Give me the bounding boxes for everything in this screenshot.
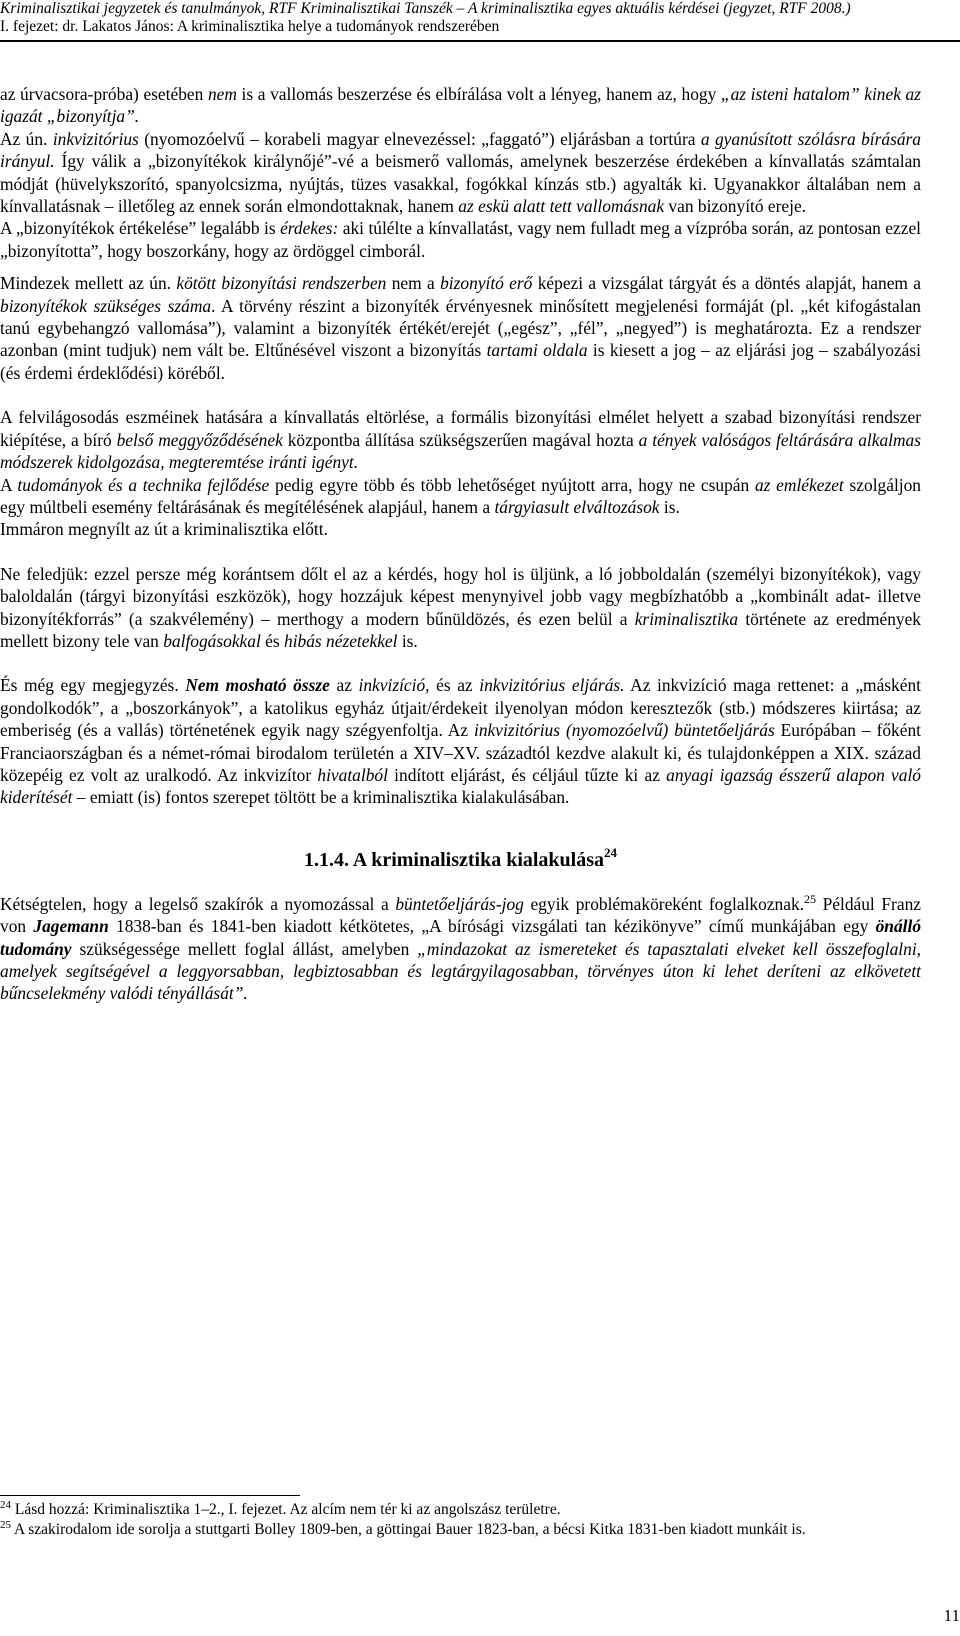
p3-text: is. xyxy=(659,496,680,517)
p2-text: Mindezek mellett az ún. xyxy=(0,273,177,294)
p1-text: (nyomozóelvű – korabeli magyar elnevezéssel: „faggató”) eljárásban a tortúra xyxy=(138,128,701,149)
paragraph-4 xyxy=(0,563,921,653)
p5-text: – emiatt (is) fontos szerepet töltött be a kriminalisztika kialakulásában. xyxy=(72,787,570,808)
p1-text: A „bizonyítékok értékelése” legalább is xyxy=(0,218,281,239)
p3-emph: a tények valóságos feltárására alkalmas módszerek kidolgozása, megteremtése iránti igényt. xyxy=(0,429,921,473)
footnotes xyxy=(0,1500,921,1540)
p5-text: és az xyxy=(429,675,480,696)
p6-quote: „mindazokat az ismereteket és tapasztalati elveket kell összefoglalni, amelyek segítségével a leggyorsabban, legbiztosabban és legtárgyilagosabban, törvényes úton ki lehet deríteni az elkövetett bűncselekmény valódi tényállását”. xyxy=(0,938,921,1004)
footnote-number: 25 xyxy=(0,1519,11,1531)
p4-text: története az eredmények mellett bizony tele van xyxy=(0,608,921,651)
p3-emph: belső meggyőződésének xyxy=(116,429,283,450)
footnote-separator xyxy=(0,1495,300,1496)
running-header xyxy=(0,0,960,36)
header-line-1: Kriminalisztikai jegyzetek és tanulmányok, RTF Kriminalisztikai Tanszék – A kriminalisztika egyes aktuális kérdései (jegyzet, RTF 2008.) xyxy=(0,0,851,17)
p6-strong: önálló tudomány xyxy=(0,916,922,959)
p3-text: A felvilágosodás eszméinek hatására a kínvallatás eltörlése, a formális bizonyítási elmélet helyett a szabad bizonyítási rendszer kiépítése, a bíró xyxy=(0,407,921,450)
p6-text: Kétségtelen, hogy a legelső szakírók a nyomozással a xyxy=(0,893,396,914)
footnote-text: A szakirodalom ide sorolja a stuttgarti Bolley 1809-ben, a göttingai Bauer 1823-ban, a bécsi Kitka 1831-ben kiadott munkáit is. xyxy=(11,1521,806,1538)
paragraph-2 xyxy=(0,272,921,384)
p4-text: és xyxy=(260,630,284,651)
p1-text: aki túlélte a kínvallatást, vagy nem fulladt meg a vízpróba során, az pontosan ezzel „bizonyította”, hogy boszorkány, hogy az ördöggel cimborál. xyxy=(0,218,922,261)
paragraph-5 xyxy=(0,674,921,808)
p3-emph: az emlékezet xyxy=(754,474,844,495)
p5-emph: anyagi igazság ésszerű alapon való kiderítését xyxy=(0,764,922,808)
footnote-ref-24[interactable]: 24 xyxy=(604,844,618,860)
footnote-ref-25[interactable]: 25 xyxy=(803,891,816,906)
p3-text: Immáron megnyílt az út a kriminalisztika előtt. xyxy=(0,519,328,540)
p1-emph: érdekes: xyxy=(280,218,339,239)
p5-emph: inkvizíció, xyxy=(358,675,430,696)
footnote-25 xyxy=(0,1520,921,1540)
header-rule xyxy=(0,40,960,42)
p3-emph: tudományok és a technika fejlődése xyxy=(17,474,270,495)
p6-strong: Jagemann xyxy=(33,916,109,937)
p1-text: Az ún. xyxy=(0,128,53,149)
footnote-number: 24 xyxy=(0,1499,11,1511)
p1-emph: nem xyxy=(207,84,237,104)
p2-emph: bizonyítékok szükséges száma xyxy=(0,295,212,316)
p5-emph: hivatalból xyxy=(317,764,388,785)
p1-text: Így válik a „bizonyítékok királynőjé”-vé a beismerő vallomás, amelynek beszerzése érdekében a kínvallatás számtalan módját (hüvelykszorító, spanyolcsizma, nyújtás, tüzes vasakkal, fogókkal kínzás stb.) agyalták ki. Ugyanakkor általában nem a kínvallatásnak – illetőleg az ennek során elmondottaknak, hanem xyxy=(0,151,921,217)
p6-emph: büntetőeljárás-jog xyxy=(395,893,524,914)
p1-text: van bizonyító ereje. xyxy=(664,196,807,217)
p2-text: nem a xyxy=(386,273,441,294)
p4-text: Ne feledjük: ezzel persze még korántsem dőlt el az a kérdés, hogy hol is üljünk, a ló jobboldalán (személyi bizonyítékok), vagy baloldalán (tárgyi bizonyítási eszközök), hogy hozzájuk képest menynyivel jobb vagy megbízhatóbb a „kombinált adat- illetve bizonyítékforrás” (a szakvélemény) – merthogy a modern bűnüldözés, és ezen belül a xyxy=(0,563,921,629)
p1-emph: az eskü alatt tett vallomásnak xyxy=(458,196,665,217)
p1-emph: inkvizitórius xyxy=(52,128,139,149)
p2-emph: tartami oldala xyxy=(486,340,588,361)
p1-text: az úrvacsora-próba) esetében xyxy=(0,84,208,104)
p5-text: Az inkvizíció maga rettenet: a „másként gondolkodók”, a „boszorkányok”, a katolikus egyház útjait/érdekeit ilyenolyan módon keresztezők (stb.) módszeres kiirtása; az emberiség (és a vallás) történetének egyik nagy szégyenfoltja. Az xyxy=(0,675,921,741)
p1-text: is a vallomás beszerzése és elbírálása volt a lényeg, hanem az, hogy xyxy=(236,84,721,104)
paragraph-1 xyxy=(0,83,921,262)
p4-emph: hibás nézetekkel xyxy=(284,630,398,651)
p1-emph: „az isteni hatalom” kinek az igazát „bizonyítja”. xyxy=(0,84,922,127)
page-number: 11 xyxy=(943,1606,960,1625)
footnote-text: Lásd hozzá: Kriminalisztika 1–2., I. fejezet. Az alcím nem tér ki az angolszász területre. xyxy=(11,1501,561,1518)
paragraph-3 xyxy=(0,406,921,540)
section-heading xyxy=(0,844,921,873)
paragraph-6 xyxy=(0,893,921,1005)
section-heading-text: 1.1.4. A kriminalisztika kialakulása xyxy=(303,848,605,871)
p1-emph: a gyanúsított szólásra bírására irányul. xyxy=(0,128,921,172)
p5-text: És még egy megjegyzés. xyxy=(0,675,186,696)
p5-text: indított eljárást, és céljául tűzte ki az xyxy=(387,764,667,785)
p2-text: képezi a vizsgálat tárgyát és a döntés alapját, hanem a xyxy=(532,273,922,294)
p6-text: Például Franz von xyxy=(0,893,921,937)
p2-text: is kiesett a jog – az eljárási jog – szabályozási (és érdemi érdeklődési) köréből. xyxy=(0,340,921,383)
main-text xyxy=(0,83,921,1005)
p3-text: szolgáljon egy múltbeli esemény feltárásának és megítélésének alapjául, hanem a xyxy=(0,474,921,517)
p2-emph: kötött bizonyítási rendszerben xyxy=(176,273,387,294)
p4-emph: balfogásokkal xyxy=(163,630,261,651)
p4-text: is. xyxy=(397,630,418,651)
p2-text: . A törvény részint a bizonyíték érvényesnek minősített megjelenési formáját (pl. „két kifogástalan tanú egybehangzó vallomása”), valamint a bizonyíték értékét/erejét („egész”, „fél”, „negyed”) is meghatározta. Ez a rendszer azonban (mint tudjuk) nem vált be. Eltűnésével viszont a bizonyítás xyxy=(0,295,922,361)
p6-text: 1838-ban és 1841-ben kiadott kétkötetes, „A bírósági vizsgálati tan kézikönyve” című munkájában egy xyxy=(108,916,876,937)
p6-text: egyik problémaköreként foglalkoznak. xyxy=(523,893,804,914)
footnote-24 xyxy=(0,1500,921,1520)
p3-text: A xyxy=(0,474,18,495)
p5-text: Európában – főként Franciaországban és a német-római birodalom területén a XIV–XV. századtól kezdve alakult ki, és tulajdonképpen a XIX. század közepéig ez volt az uralkodó. Az inkvizítor xyxy=(0,720,921,785)
p2-emph: bizonyító erő xyxy=(440,273,533,294)
p5-strong: Nem mosható össze xyxy=(185,675,330,696)
p3-text: pedig egyre több és több lehetőséget nyújtott arra, hogy ne csupán xyxy=(269,474,755,495)
p3-emph: tárgyiasult elváltozások xyxy=(494,496,660,517)
p3-text: központba állítása szükségszerűen magával hozta xyxy=(282,429,639,450)
p5-emph: inkvizitórius eljárás. xyxy=(479,675,625,696)
p5-text: az xyxy=(329,675,359,696)
header-line-2: I. fejezet: dr. Lakatos János: A kriminalisztika helye a tudományok rendszerében xyxy=(0,18,500,35)
p5-emph: inkvizitórius (nyomozóelvű) büntetőeljárás xyxy=(474,720,775,741)
p6-text: szükségessége mellett foglal állást, amelyben xyxy=(71,938,418,959)
p4-emph: kriminalisztika xyxy=(634,608,739,629)
